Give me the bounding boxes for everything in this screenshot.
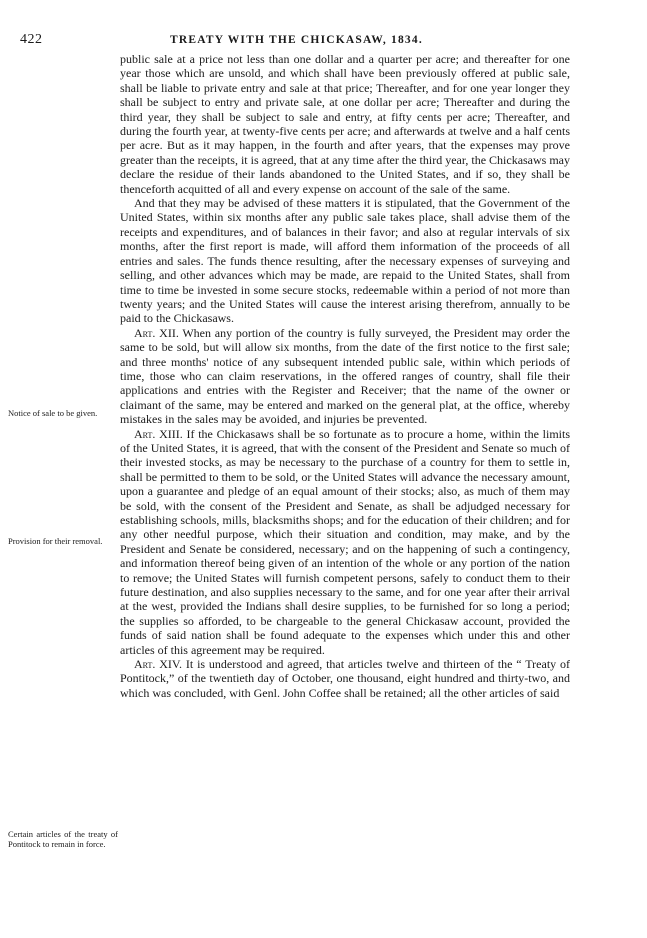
running-title: TREATY WITH THE CHICKASAW, 1834. <box>170 34 423 46</box>
article-xiv-text: It is understood and agreed, that articles twelve and thirteen of the “ Treaty of Pontitock,” of the twentieth day of October, one thousand, eight hundred and thirty-two, and which was concluded, with Genl. John Coffee shall be retained; all the other articles of said <box>120 657 570 700</box>
article-xii <box>120 326 570 427</box>
article-xiv <box>120 657 570 700</box>
article-xiv-label: Art. XIV. <box>134 657 183 672</box>
article-xii-label: Art. XII. <box>134 325 179 340</box>
article-xiii-text: If the Chickasaws shall be so fortunate as to procure a home, within the limits of the United States, it is agreed, that with the consent of the President and Senate so much of their invested stocks, as may be necessary to the purchase of a country for them to settle in, shall be permitted to them to be sold, or the United States will advance the necessary amount, upon a guarantee and pledge of an equal amount of their stocks; also, as much of them may be sold, with the consent of the President and Senate, as shall be adjudged necessary for establishing schools, mills, blacksmiths shops; and for the education of their children; and for any other needful purpose, which their situation and condition, may make, and by the President and Senate be considered, necessary; and on the happening of such a contingency, and information thereof being given of an intention of the whole or any portion of the nation to remove; the United States will furnish competent persons, safely to conduct them to their future destination, and also supplies necessary to the same, and for one year after their arrival at the west, provided the Indians shall desire supplies, to be furnished for so long a period; the supplies so afforded, to be chargeable to the general Chickasaw account, provided the funds of said nation shall be found adequate to the expenses which under this and other articles of this agreement may be required. <box>120 426 571 657</box>
margin-note-pontitock: Certain articles of the treaty of Pontitock to remain in force. <box>8 829 118 849</box>
margin-note-removal: Provision for their removal. <box>8 536 103 546</box>
body-text <box>120 52 570 700</box>
article-xiii <box>120 427 570 658</box>
page-number: 422 <box>20 32 43 47</box>
paragraph-receipts-advice: And that they may be advised of these matters it is stipulated, that the Government of the United States, within six months after any public sale takes place, shall advise them of the receipts and expenditures, and of balances in their favor; and also at regular intervals of six months, after the first report is made, will afford them information of the proceeds of all entries and sales. The funds thence resulting, after the necessary expenses of surveying and selling, and other advances which may be made, are repaid to the United States, shall from time to time be invested in some secure stocks, redeemable within a period of not more than twenty years; and the United States will cause the interest arising therefrom, annually to be paid to the Chickasaws. <box>120 196 570 326</box>
margin-note-notice-of-sale: Notice of sale to be given. <box>8 408 98 418</box>
paragraph-land-sale-terms: public sale at a price not less than one dollar and a quarter per acre; and thereafter for one year those which are unsold, and which shall have been previously offered at public sale, shall be liable to private entry and sale at that price; Thereafter, and for one year longer they shall be subject to entry and private sale, at one dollar per acre; Thereafter and during the third year, they shall be subject to sale and entry, at fifty cents per acre; Thereafter, and during the fourth year, at twenty-five cents per acre; and afterwards at twelve and a half cents per acre. But as it may happen, in the fourth and after years, that the expenses may prove greater than the receipts, it is agreed, that at any time after the third year, the Chickasaws may declare the residue of their lands abandoned to the United States, and if so, they shall be thenceforth acquitted of all and every expense on account of the sale of the same. <box>120 52 571 196</box>
article-xiii-label: Art. XIII. <box>134 426 183 441</box>
article-xii-text: When any portion of the country is fully surveyed, the President may order the same to be sold, but will allow six months, from the date of the first notice to the first sale; and three months' notice of any subsequent intended public sale, within which periods of time, those who can claim reservations, in the offered ranges of country, shall file their applications and entries with the Register and Receiver; that the name of the owner or claimant of the same, may be entered and marked on the general plat, at the office, whereby mistakes in the sales may be avoided, and injuries be prevented. <box>120 325 570 427</box>
